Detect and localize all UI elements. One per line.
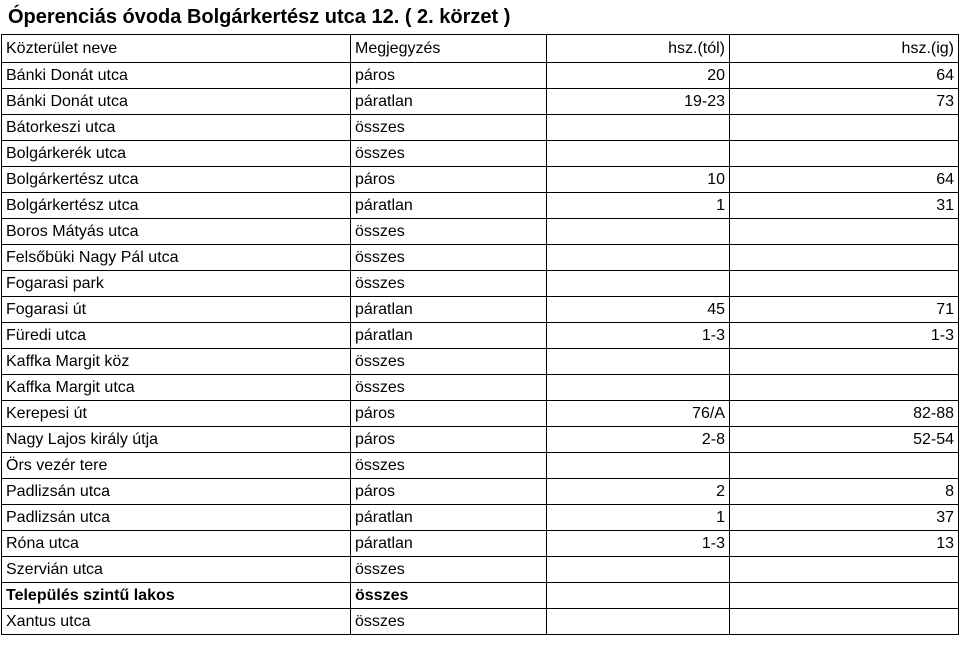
number-from-cell: 1-3 — [547, 323, 730, 349]
number-to-cell: 64 — [730, 167, 959, 193]
number-from-cell: 76/A — [547, 401, 730, 427]
note-cell: páratlan — [351, 531, 547, 557]
number-to-cell — [730, 375, 959, 401]
number-from-cell — [547, 141, 730, 167]
number-from-cell — [547, 115, 730, 141]
street-name-cell: Bánki Donát utca — [2, 89, 351, 115]
number-to-cell: 1-3 — [730, 323, 959, 349]
note-cell: összes — [351, 609, 547, 635]
street-table — [1, 34, 959, 635]
table-row — [2, 271, 959, 297]
header-number-from: hsz.(tól) — [547, 35, 730, 63]
number-from-cell — [547, 219, 730, 245]
street-name-cell: Boros Mátyás utca — [2, 219, 351, 245]
table-row — [2, 557, 959, 583]
table-row — [2, 245, 959, 271]
street-name-cell: Fogarasi park — [2, 271, 351, 297]
number-from-cell: 2 — [547, 479, 730, 505]
table-row — [2, 609, 959, 635]
number-from-cell — [547, 609, 730, 635]
street-name-cell: Bolgárkerék utca — [2, 141, 351, 167]
page-title: Óperenciás óvoda Bolgárkertész utca 12. ( 2. körzet ) — [8, 6, 511, 28]
header-note: Megjegyzés — [351, 35, 547, 63]
note-cell: páros — [351, 479, 547, 505]
number-to-cell: 8 — [730, 479, 959, 505]
street-name-cell: Felsőbüki Nagy Pál utca — [2, 245, 351, 271]
street-name-cell: Bolgárkertész utca — [2, 193, 351, 219]
number-to-cell — [730, 583, 959, 609]
street-name-cell: Kaffka Margit utca — [2, 375, 351, 401]
number-to-cell — [730, 245, 959, 271]
number-from-cell: 1-3 — [547, 531, 730, 557]
number-to-cell: 64 — [730, 63, 959, 89]
note-cell: páros — [351, 427, 547, 453]
number-from-cell: 1 — [547, 505, 730, 531]
number-from-cell — [547, 271, 730, 297]
number-from-cell: 2-8 — [547, 427, 730, 453]
number-to-cell — [730, 453, 959, 479]
table-row — [2, 505, 959, 531]
table-row — [2, 531, 959, 557]
street-name-cell: Örs vezér tere — [2, 453, 351, 479]
note-cell: páratlan — [351, 505, 547, 531]
table-body — [2, 63, 959, 635]
table-row — [2, 193, 959, 219]
number-to-cell: 71 — [730, 297, 959, 323]
number-to-cell — [730, 557, 959, 583]
table-row — [2, 167, 959, 193]
street-name-cell: Xantus utca — [2, 609, 351, 635]
street-name-cell: Fogarasi út — [2, 297, 351, 323]
note-cell: összes — [351, 245, 547, 271]
street-name-cell: Róna utca — [2, 531, 351, 557]
number-to-cell — [730, 349, 959, 375]
table-row — [2, 323, 959, 349]
table-row — [2, 141, 959, 167]
street-name-cell: Padlizsán utca — [2, 505, 351, 531]
street-name-cell: Település szintű lakos — [2, 583, 351, 609]
table-row — [2, 349, 959, 375]
note-cell: összes — [351, 557, 547, 583]
street-name-cell: Kaffka Margit köz — [2, 349, 351, 375]
number-to-cell — [730, 219, 959, 245]
table-row — [2, 583, 959, 609]
number-from-cell — [547, 375, 730, 401]
note-cell: páratlan — [351, 323, 547, 349]
note-cell: páratlan — [351, 89, 547, 115]
note-cell: összes — [351, 115, 547, 141]
number-from-cell: 10 — [547, 167, 730, 193]
street-name-cell: Füredi utca — [2, 323, 351, 349]
street-name-cell: Nagy Lajos király útja — [2, 427, 351, 453]
number-from-cell — [547, 453, 730, 479]
number-from-cell: 45 — [547, 297, 730, 323]
table-row — [2, 63, 959, 89]
number-from-cell — [547, 245, 730, 271]
note-cell: összes — [351, 583, 547, 609]
number-to-cell — [730, 115, 959, 141]
number-from-cell — [547, 349, 730, 375]
number-from-cell: 1 — [547, 193, 730, 219]
table-row — [2, 297, 959, 323]
number-from-cell — [547, 557, 730, 583]
number-to-cell: 73 — [730, 89, 959, 115]
note-cell: páros — [351, 401, 547, 427]
street-name-cell: Bánki Donát utca — [2, 63, 351, 89]
table-row — [2, 427, 959, 453]
street-name-cell: Szervián utca — [2, 557, 351, 583]
table-row — [2, 453, 959, 479]
street-name-cell: Padlizsán utca — [2, 479, 351, 505]
number-from-cell — [547, 583, 730, 609]
number-to-cell — [730, 609, 959, 635]
note-cell: páratlan — [351, 297, 547, 323]
number-to-cell: 13 — [730, 531, 959, 557]
header-street-name: Közterület neve — [2, 35, 351, 63]
number-to-cell: 52-54 — [730, 427, 959, 453]
number-from-cell: 20 — [547, 63, 730, 89]
note-cell: páratlan — [351, 193, 547, 219]
street-name-cell: Bolgárkertész utca — [2, 167, 351, 193]
table-row — [2, 401, 959, 427]
note-cell: összes — [351, 349, 547, 375]
note-cell: összes — [351, 271, 547, 297]
street-name-cell: Kerepesi út — [2, 401, 351, 427]
note-cell: összes — [351, 375, 547, 401]
note-cell: összes — [351, 219, 547, 245]
table-row — [2, 115, 959, 141]
number-to-cell — [730, 141, 959, 167]
number-to-cell: 82-88 — [730, 401, 959, 427]
number-to-cell — [730, 271, 959, 297]
header-row — [2, 35, 959, 63]
number-to-cell: 31 — [730, 193, 959, 219]
number-from-cell: 19-23 — [547, 89, 730, 115]
note-cell: összes — [351, 453, 547, 479]
table-row — [2, 89, 959, 115]
table-row — [2, 219, 959, 245]
note-cell: páros — [351, 63, 547, 89]
number-to-cell: 37 — [730, 505, 959, 531]
table-row — [2, 375, 959, 401]
note-cell: összes — [351, 141, 547, 167]
note-cell: páros — [351, 167, 547, 193]
table-row — [2, 479, 959, 505]
street-name-cell: Bátorkeszi utca — [2, 115, 351, 141]
header-number-to: hsz.(ig) — [730, 35, 959, 63]
